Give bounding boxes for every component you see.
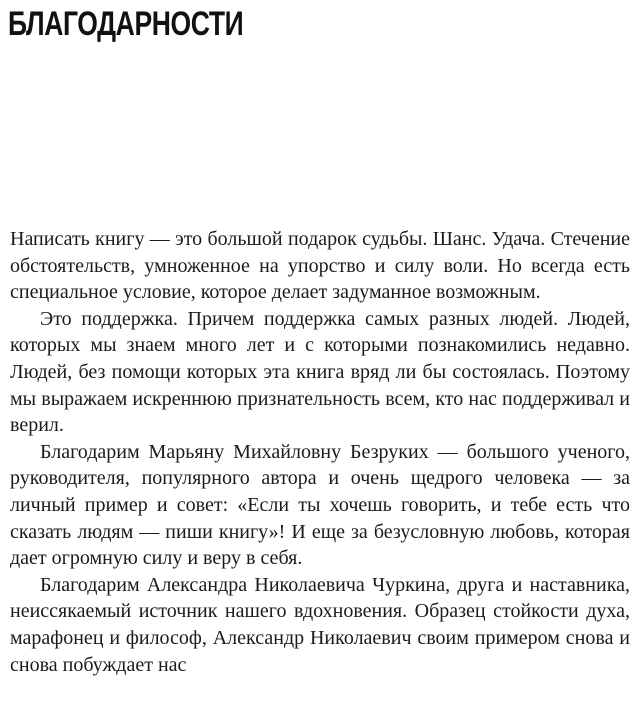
paragraph-1: Написать книгу — это большой подарок судьбы. Шанс. Удача. Стечение обстоятельств, умноженное на упорство и силу воли. Но всегда есть специальное условие, которое делает задуманное возможным. [10,228,630,304]
paragraph-3: Благодарим Марьяну Михайловну Безруких — большого ученого, руководителя, популярного автора и очень щедрого человека — за личный пример и совет: «Если ты хочешь говорить, и тебе есть что сказать людям — пиши книгу»! И еще за безусловную любовь, которая дает огромную силу и веру в себя. [10,440,630,570]
paragraph-4: Благодарим Александра Николаевича Чуркина, друга и наставника, неиссякаемый источник нашего вдохновения. Образец стойкости духа, марафонец и философ, Александр Николаевич своим примером снова и снова побуждает нас [10,573,630,676]
page-title: БЛАГОДАРНОСТИ [8,5,244,43]
body-text [10,226,630,678]
paragraph-2: Это поддержка. Причем поддержка самых разных людей. Людей, которых мы знаем много лет и с которыми познакомились недавно. Людей, без помощи которых эта книга вряд ли бы состоялась. Поэтому мы выражаем искреннюю признательность всем, кто нас поддерживал и верил. [10,307,630,437]
